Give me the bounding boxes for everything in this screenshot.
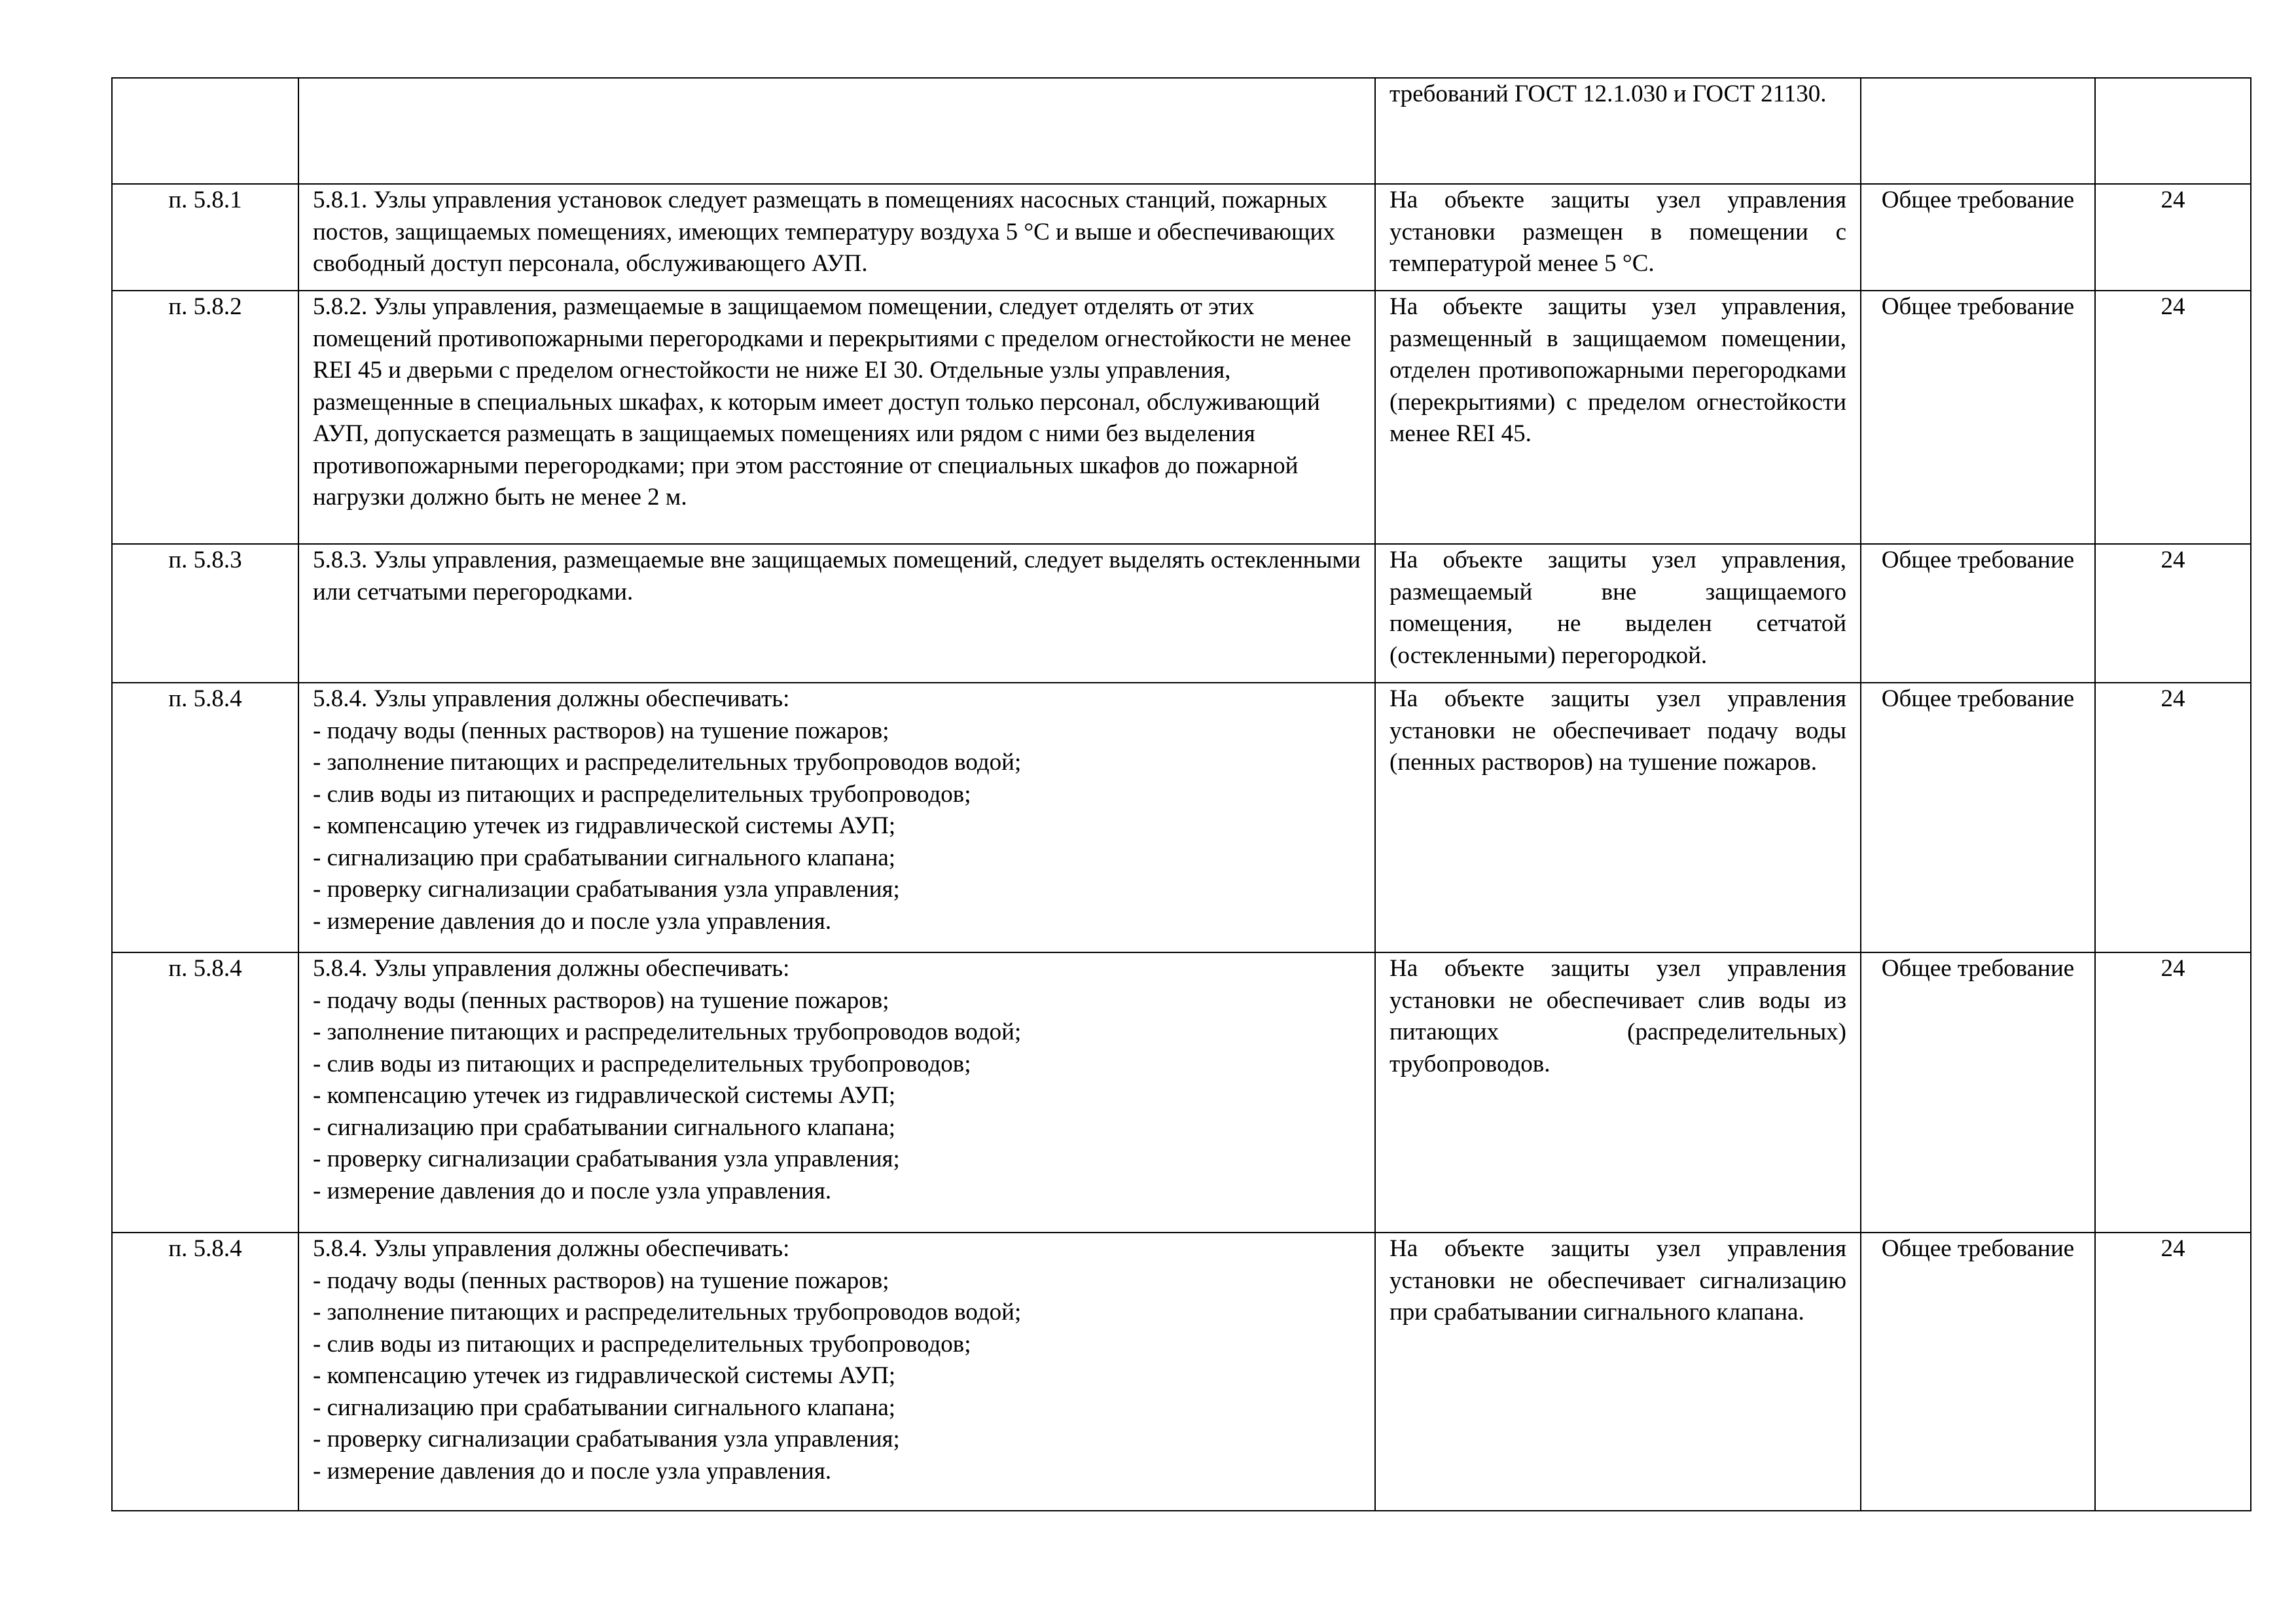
page-cell: 24 — [2095, 291, 2251, 544]
requirement-cell — [298, 291, 1375, 544]
fact-cell: На объекте защиты узел управления установки размещен в помещении с температурой менее 5 °С. — [1375, 184, 1861, 291]
fact-cell: На объекте защиты узел управления установки не обеспечивает слив воды из питающих (распределительных) трубопроводов. — [1375, 952, 1861, 1233]
kind-cell: Общее требование — [1861, 184, 2095, 291]
table-row — [112, 184, 2251, 291]
requirement-line: - подачу воды (пенных растворов) на тушение пожаров; — [313, 717, 889, 744]
requirement-line: - компенсацию утечек из гидравлической системы АУП; — [313, 1362, 896, 1389]
requirement-cell — [298, 1233, 1375, 1511]
requirement-line: 5.8.2. Узлы управления, размещаемые в защищаемом помещении, следует отделять от этих помещений противопожарными перегородками и перекрытиями с пределом огнестойкости не менее REI 45 и дверьми с пределом огнестойкости не ниже EI 30. Отдельные узлы управления, размещенные в специальных шкафах, к которым имеет доступ только персонал, обслуживающий АУП, допускается размещать в защищаемых помещениях или рядом с ними без выделения противопожарными перегородками; при этом расстояние от специальных шкафов до пожарной нагрузки должно быть не менее 2 м. — [313, 293, 1352, 511]
requirement-line: - компенсацию утечек из гидравлической системы АУП; — [313, 812, 896, 839]
requirement-line: 5.8.1. Узлы управления установок следует размещать в помещениях насосных станций, пожарных постов, защищаемых помещениях, имеющих температуру воздуха 5 °С и выше и обеспечивающих свободный доступ персонала, обслуживающего АУП. — [313, 187, 1335, 277]
requirement-line: - проверку сигнализации срабатывания узла управления; — [313, 1426, 900, 1453]
requirement-line: - измерение давления до и после узла управления. — [313, 907, 832, 935]
page-cell: 24 — [2095, 683, 2251, 952]
kind-cell: Общее требование — [1861, 683, 2095, 952]
fact-cell: требований ГОСТ 12.1.030 и ГОСТ 21130. — [1375, 78, 1861, 184]
kind-cell — [1861, 78, 2095, 184]
clause-cell: п. 5.8.1 — [112, 184, 298, 291]
kind-cell: Общее требование — [1861, 544, 2095, 683]
clause-cell — [112, 78, 298, 184]
table-row — [112, 291, 2251, 544]
requirement-line: - слив воды из питающих и распределительных трубопроводов; — [313, 1330, 971, 1358]
table-row — [112, 952, 2251, 1233]
kind-cell: Общее требование — [1861, 291, 2095, 544]
clause-cell: п. 5.8.4 — [112, 952, 298, 1233]
kind-cell: Общее требование — [1861, 1233, 2095, 1511]
clause-cell: п. 5.8.4 — [112, 1233, 298, 1511]
requirement-cell — [298, 184, 1375, 291]
page-cell: 24 — [2095, 184, 2251, 291]
requirement-line: - проверку сигнализации срабатывания узла управления; — [313, 1146, 900, 1172]
requirement-line: 5.8.4. Узлы управления должны обеспечивать: — [313, 955, 790, 982]
requirement-line: 5.8.3. Узлы управления, размещаемые вне защищаемых помещений, следует выделять остекленными или сетчатыми перегородками. — [313, 547, 1361, 605]
fact-cell: На объекте защиты узел управления установки не обеспечивает подачу воды (пенных растворов) на тушение пожаров. — [1375, 683, 1861, 952]
fact-cell: На объекте защиты узел управления, размещенный в защищаемом помещении, отделен противопожарными перегородками (перекрытиями) с пределом огнестойкости менее REI 45. — [1375, 291, 1861, 544]
requirement-line: - сигнализацию при срабатывании сигнального клапана; — [313, 844, 896, 871]
page-cell: 24 — [2095, 952, 2251, 1233]
requirement-line: - проверку сигнализации срабатывания узла управления; — [313, 876, 900, 903]
requirement-line: 5.8.4. Узлы управления должны обеспечивать: — [313, 685, 790, 712]
table-row — [112, 683, 2251, 952]
requirement-line: - измерение давления до и после узла управления. — [313, 1457, 832, 1485]
clause-cell: п. 5.8.2 — [112, 291, 298, 544]
requirement-line: - подачу воды (пенных растворов) на тушение пожаров; — [313, 986, 889, 1014]
requirement-cell — [298, 683, 1375, 952]
clause-cell: п. 5.8.3 — [112, 544, 298, 683]
fact-cell: На объекте защиты узел управления установки не обеспечивает сигнализацию при срабатывании сигнального клапана. — [1375, 1233, 1861, 1511]
requirement-cell — [298, 952, 1375, 1233]
requirement-line: - заполнение питающих и распределительных трубопроводов водой; — [313, 1019, 1022, 1045]
requirement-line: - слив воды из питающих и распределительных трубопроводов; — [313, 1050, 971, 1077]
page-cell: 24 — [2095, 1233, 2251, 1511]
requirement-line: - сигнализацию при срабатывании сигнального клапана; — [313, 1113, 896, 1141]
table-row — [112, 1233, 2251, 1511]
requirement-line: 5.8.4. Узлы управления должны обеспечивать: — [313, 1235, 790, 1262]
requirement-line: - компенсацию утечек из гидравлической системы АУП; — [313, 1082, 896, 1109]
kind-cell: Общее требование — [1861, 952, 2095, 1233]
clause-cell: п. 5.8.4 — [112, 683, 298, 952]
requirement-line: - подачу воды (пенных растворов) на тушение пожаров; — [313, 1267, 889, 1294]
table-row — [112, 544, 2251, 683]
requirement-line: - измерение давления до и после узла управления. — [313, 1177, 832, 1204]
requirement-line: - слив воды из питающих и распределительных трубопроводов; — [313, 780, 971, 808]
page-cell: 24 — [2095, 544, 2251, 683]
requirements-table — [111, 77, 2251, 1511]
requirement-line: - сигнализацию при срабатывании сигнального клапана; — [313, 1394, 896, 1421]
requirement-line: - заполнение питающих и распределительных трубопроводов водой; — [313, 749, 1022, 776]
document-page — [111, 77, 2244, 1511]
requirement-cell — [298, 544, 1375, 683]
requirement-cell — [298, 78, 1375, 184]
table-row — [112, 78, 2251, 184]
requirement-line: - заполнение питающих и распределительных трубопроводов водой; — [313, 1299, 1022, 1326]
fact-cell: На объекте защиты узел управления, размещаемый вне защищаемого помещения, не выделен сетчатой (остекленными) перегородкой. — [1375, 544, 1861, 683]
page-cell — [2095, 78, 2251, 184]
